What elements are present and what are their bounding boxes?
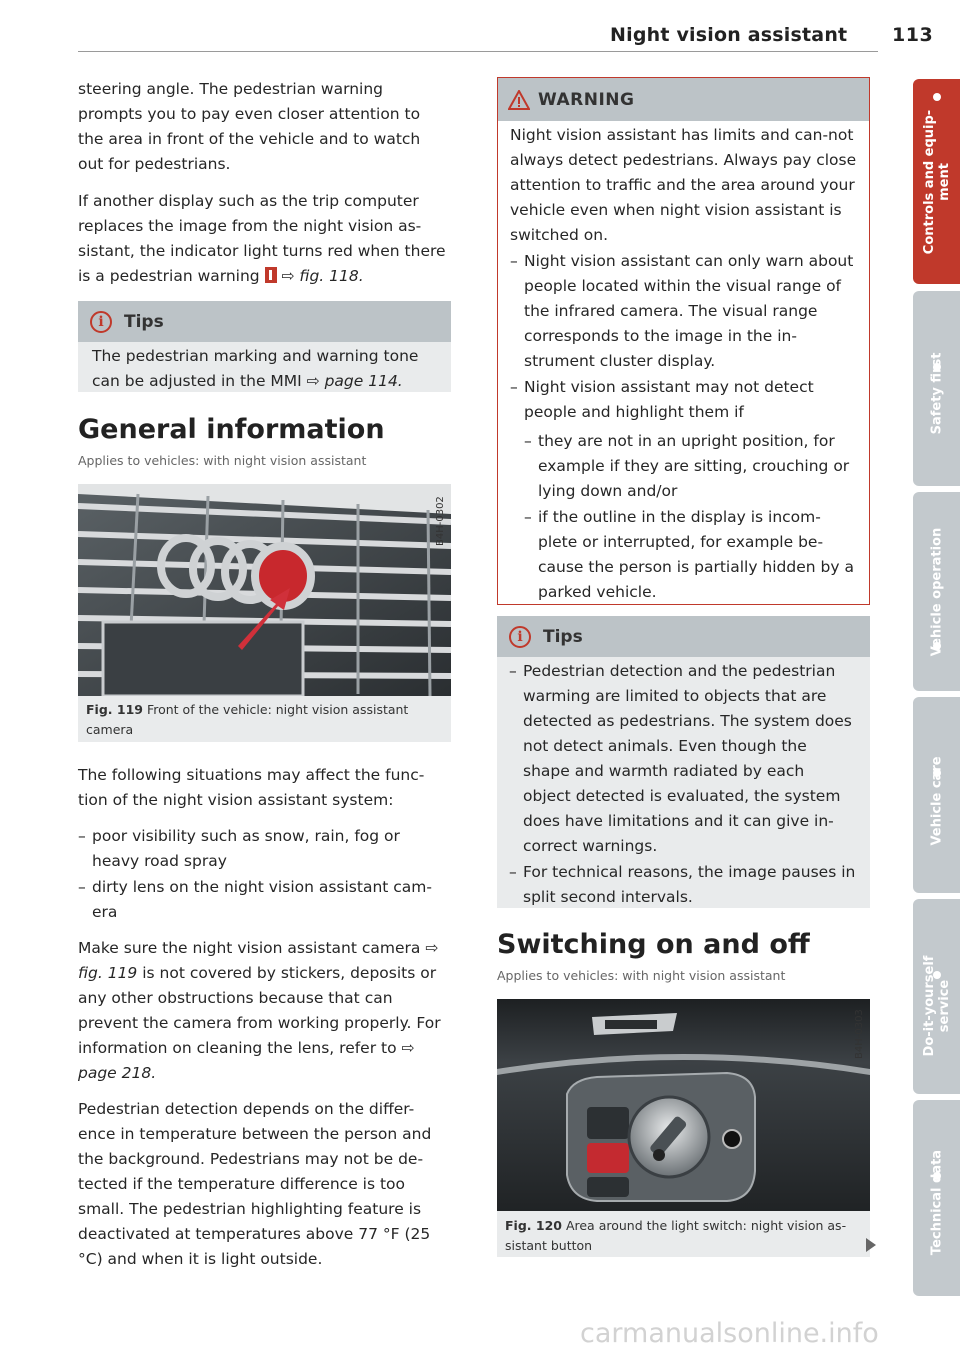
- tab-label: Do-it-yourself service: [921, 955, 952, 1056]
- figure-120-caption-text: Area around the light switch: night vision as-sistant button: [505, 1218, 847, 1253]
- figure-120: [497, 999, 870, 1257]
- tab-label: Controls and equip-ment: [921, 109, 952, 254]
- warning-indicator-icon: [265, 267, 277, 283]
- tips-item: – Pedestrian detection and the pedestrian warming are limited to objects that are detected as pedestrians. The system does not detect animals. Even though the shape and warmth radiated by each object detected is evaluated, the system does have limitations and it can give in-correct warnings.: [509, 662, 852, 855]
- tab-label: Vehicle care: [929, 756, 944, 846]
- continue-arrow-icon: [866, 1238, 876, 1252]
- grille-camera-image: [78, 484, 451, 696]
- warning-label: WARNING: [538, 89, 635, 110]
- paragraph-1: steering angle. The pedestrian warning prompts you to pay even closer attention to the area in front of the vehicle and to watch out for pedestrians.: [78, 80, 421, 173]
- tab-vehicle-care[interactable]: [913, 697, 960, 893]
- header-rule: [78, 51, 878, 52]
- heading-switching-on-and-off: Switching on and off: [497, 929, 810, 960]
- figure-120-caption: [505, 1216, 855, 1256]
- light-switch-image: [497, 999, 870, 1211]
- warning-subitem: – if the outline in the display is incom-plete or interrupted, for example be-cause the person is partially hidden by a parked vehicle.: [524, 508, 854, 601]
- tab-label: Safety first: [929, 352, 944, 434]
- warning-item: – Night vision assistant may not detect people and highlight them if: [510, 378, 814, 421]
- fig-118-link[interactable]: ⇨ fig. 118.: [281, 267, 364, 285]
- list-item: – dirty lens on the night vision assistant cam-era: [78, 878, 433, 921]
- tips-box-2: [497, 616, 870, 908]
- figure-119-caption-text: Front of the vehicle: night vision assistant camera: [86, 702, 409, 737]
- watermark: carmanualsonline.info: [580, 1318, 879, 1349]
- tab-label: Vehicle operation: [929, 527, 944, 656]
- applies-note-1: Applies to vehicles: with night vision assistant: [78, 453, 367, 468]
- figure-119: [78, 484, 451, 742]
- tab-controls-and-equipment[interactable]: [913, 79, 960, 284]
- warning-subitem: – they are not in an upright position, for example if they are sitting, crouching or lying down and/or: [524, 432, 850, 500]
- tab-technical-data[interactable]: [913, 1100, 960, 1296]
- page-114-link[interactable]: ⇨ page 114.: [306, 372, 403, 390]
- figure-120-number: Fig. 120: [505, 1218, 562, 1233]
- paragraph-4: Make sure the night vision assistant camera ⇨ fig. 119 is not covered by stickers, deposits or any other obstructions because that can prevent the camera from working properly. For information on cleaning the lens, refer to ⇨ page 218.: [78, 939, 441, 1082]
- light-switch-illustration: [497, 999, 870, 1211]
- figure-119-caption: [86, 700, 441, 740]
- figure-code-120: B4H-0303: [854, 1009, 865, 1059]
- warning-intro: Night vision assistant has limits and can-not always detect pedestrians. Always pay close attention to traffic and the area around your vehicle even when night vision assistant is switched on.: [510, 126, 857, 244]
- warning-header: [498, 78, 869, 121]
- tips-label: Tips: [124, 311, 164, 332]
- applies-note-2: Applies to vehicles: with night vision assistant: [497, 968, 786, 983]
- tab-do-it-yourself-service[interactable]: [913, 899, 960, 1094]
- warning-box: [497, 77, 870, 605]
- tips-item: – For technical reasons, the image pauses in split second intervals.: [509, 863, 856, 906]
- left-column-lower: [78, 763, 450, 1272]
- info-icon: i: [509, 626, 531, 648]
- paragraph-2-text: If another display such as the trip computer replaces the image from the night vision as-sistant, the indicator light turns red when there is a pedestrian warning: [78, 192, 446, 285]
- info-icon: i: [90, 311, 112, 333]
- page-number: 113: [892, 24, 934, 46]
- fig-119-link[interactable]: ⇨ fig. 119: [78, 939, 439, 982]
- paragraph-5: Pedestrian detection depends on the differ-ence in temperature between the person and the background. Pedestrians may not be de-tected if the temperature difference is too small. The pedestrian highlighting feature is deactivated at temperatures above 77 °F (25 °C) and when it is light outside.: [78, 1100, 432, 1268]
- tips-header: [78, 301, 451, 342]
- paragraph-3: The following situations may affect the func-tion of the night vision assistant system:: [78, 766, 425, 809]
- tab-vehicle-operation[interactable]: [913, 492, 960, 691]
- tab-label: Technical data: [929, 1149, 944, 1256]
- figure-code-119: B4H-0302: [435, 496, 446, 546]
- tab-safety-first[interactable]: [913, 291, 960, 486]
- heading-general-information: General information: [78, 414, 385, 445]
- grille-camera-illustration: [78, 484, 451, 696]
- figure-119-number: Fig. 119: [86, 702, 143, 717]
- warning-triangle-icon: [508, 90, 530, 110]
- tips-text: The pedestrian marking and warning tone can be adjusted in the MMI ⇨ page 114.: [92, 347, 419, 390]
- warning-item: – Night vision assistant can only warn about people located within the visual range of the infrared camera. The visual range corresponds to the image in the in-strument cluster display.: [510, 252, 854, 370]
- tips-box-1: [78, 301, 451, 392]
- tips-label: Tips: [543, 626, 583, 647]
- tips-header: [497, 616, 870, 657]
- page-218-link[interactable]: ⇨ page 218.: [78, 1039, 415, 1082]
- section-title: Night vision assistant: [610, 24, 848, 46]
- list-item: – poor visibility such as snow, rain, fog or heavy road spray: [78, 827, 400, 870]
- paragraph-2: [78, 189, 448, 289]
- left-column: [78, 77, 448, 289]
